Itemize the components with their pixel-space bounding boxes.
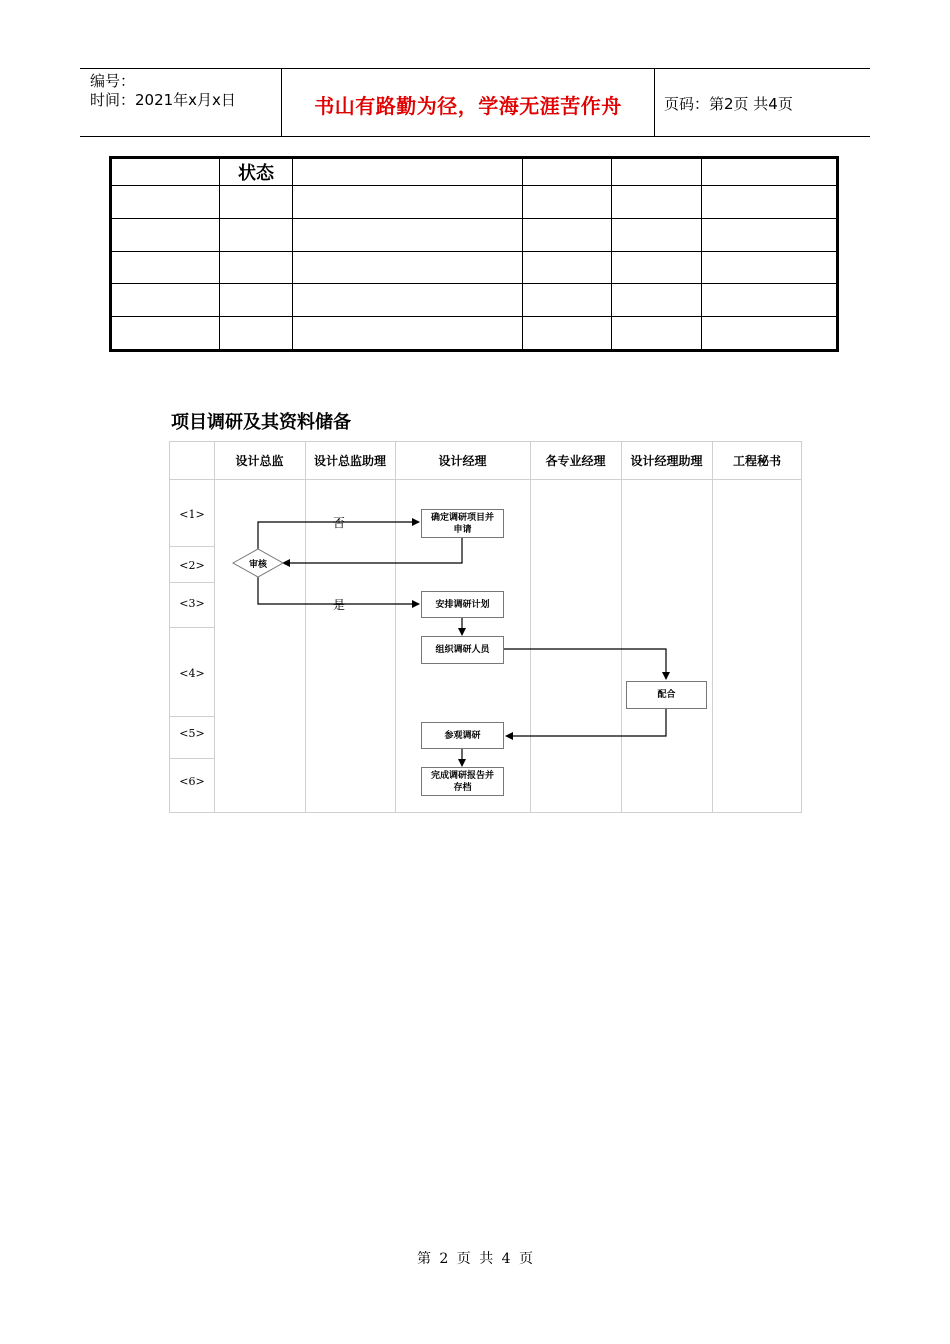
step-label: <4> xyxy=(179,667,205,680)
lane-header: 设计经理助理 xyxy=(630,454,703,468)
step-label: <5> xyxy=(179,727,205,740)
edge-label-no: 否 xyxy=(333,516,346,530)
lane-header: 各专业经理 xyxy=(545,454,606,468)
node-confirm-project: 确定调研项目并申请 xyxy=(421,509,504,538)
edge-label-yes: 是 xyxy=(333,598,346,612)
footer-page-number: 第 2 页 共 4 页 xyxy=(416,1251,534,1267)
header-motto: 书山有路勤为径，学海无涯苦作舟 xyxy=(314,94,622,118)
lane-header: 工程秘书 xyxy=(732,454,781,468)
header-page-label: 页码：第2页 共4页 xyxy=(664,95,793,113)
node-arrange-plan: 安排调研计划 xyxy=(421,591,504,618)
lane-header: 设计经理 xyxy=(438,454,487,468)
step-label: <6> xyxy=(179,775,205,788)
step-label: <2> xyxy=(179,559,205,572)
doc-time-label: 时间：2021年x月x日 xyxy=(90,91,236,109)
node-review-label: 审核 xyxy=(248,560,267,570)
step-label: <1> xyxy=(179,508,205,521)
node-cooperate: 配合 xyxy=(626,681,707,709)
edge-organize-cooperate xyxy=(504,649,666,679)
step-label: <3> xyxy=(179,597,205,610)
table-header-status: 状态 xyxy=(220,159,293,186)
node-organize-staff: 组织调研人员 xyxy=(421,636,504,664)
flow-title: 项目调研及其资料储备 xyxy=(171,412,351,433)
node-complete-report: 完成调研报告并存档 xyxy=(421,767,504,796)
edge-submit xyxy=(283,537,462,563)
node-site-visit: 参观调研 xyxy=(421,722,504,749)
lane-header: 设计总监 xyxy=(235,454,284,468)
lane-header: 设计总监助理 xyxy=(313,454,386,468)
doc-number-label: 编号： xyxy=(90,72,136,90)
